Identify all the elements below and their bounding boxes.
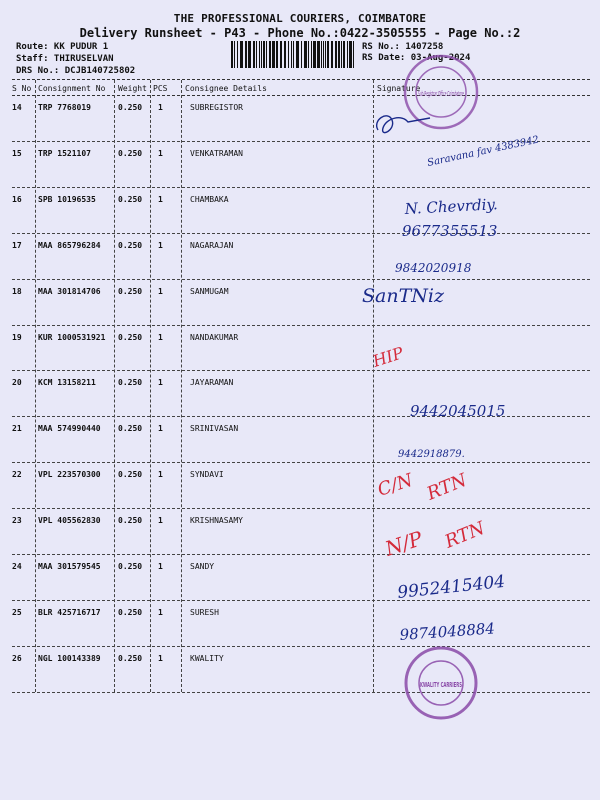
- cell-pcs: 1: [158, 378, 163, 387]
- cell-consignment: SPB 10196535: [38, 195, 96, 204]
- cell-weight: 0.250: [118, 378, 143, 387]
- column-header-separator: [12, 95, 590, 96]
- cell-weight: 0.250: [118, 562, 143, 571]
- stamp-text-bottom: KWALITY CARRIERS: [420, 681, 462, 689]
- row-separator: [12, 462, 590, 463]
- handwritten-phone: 9442918879.: [398, 449, 465, 460]
- handwritten-remark: C/N: [375, 469, 416, 501]
- row-separator: [12, 279, 590, 280]
- row-separator: [12, 554, 590, 555]
- cell-pcs: 1: [158, 608, 163, 617]
- handwritten-phone: 9677355513: [402, 222, 498, 240]
- row-separator: [12, 233, 590, 234]
- cell-pcs: 1: [158, 424, 163, 433]
- col-header-signature: Signature: [377, 84, 421, 93]
- cell-sno: 23: [12, 516, 22, 525]
- handwritten-phone: 9842020918: [395, 261, 472, 275]
- cell-consignee: SANDY: [190, 562, 215, 571]
- cell-weight: 0.250: [118, 333, 143, 342]
- cell-sno: 21: [12, 424, 22, 433]
- cell-consignment: VPL 405562830: [38, 516, 101, 525]
- row-separator: [12, 692, 590, 693]
- cell-consignment: TRP 1521107: [38, 149, 91, 158]
- cell-sno: 19: [12, 333, 22, 342]
- cell-consignee: NAGARAJAN: [190, 241, 234, 250]
- header-separator: [12, 79, 590, 80]
- cell-weight: 0.250: [118, 608, 143, 617]
- cell-consignee: VENKATRAMAN: [190, 149, 243, 158]
- cell-sno: 24: [12, 562, 22, 571]
- route-label: Route: KK PUDUR 1: [16, 42, 109, 52]
- barcode: [231, 41, 356, 68]
- cell-consignment: TRP 7768019: [38, 103, 91, 112]
- cell-sno: 17: [12, 241, 22, 250]
- cell-weight: 0.250: [118, 103, 143, 112]
- cell-pcs: 1: [158, 103, 163, 112]
- handwritten-name: N. Chevrdiy.: [404, 195, 499, 218]
- row-separator: [12, 508, 590, 509]
- cell-weight: 0.250: [118, 287, 143, 296]
- cell-pcs: 1: [158, 562, 163, 571]
- cell-consignment: KUR 1000531921: [38, 333, 106, 342]
- cell-consignee: SANMUGAM: [190, 287, 229, 296]
- cell-consignment: MAA 574990440: [38, 424, 101, 433]
- cell-sno: 25: [12, 608, 22, 617]
- cell-weight: 0.250: [118, 424, 143, 433]
- cell-weight: 0.250: [118, 241, 143, 250]
- row-separator: [12, 325, 590, 326]
- cell-consignee: SURESH: [190, 608, 219, 617]
- company-title: THE PROFESSIONAL COURIERS, COIMBATORE: [173, 12, 427, 25]
- cell-pcs: 1: [158, 149, 163, 158]
- cell-consignee: KWALITY: [190, 654, 224, 663]
- rs-number: RS No.: 1407258: [362, 42, 444, 52]
- row-separator: [12, 370, 590, 371]
- col-header-weight: Weight: [118, 84, 147, 93]
- cell-consignment: MAA 865796284: [38, 241, 101, 250]
- cell-consignment: NGL 100143389: [38, 654, 101, 663]
- cell-consignee: CHAMBAKA: [190, 195, 229, 204]
- cell-weight: 0.250: [118, 654, 143, 663]
- runsheet-subtitle: Delivery Runsheet - P43 - Phone No.:0422-3505555 - Page No.:2: [79, 26, 521, 40]
- cell-pcs: 1: [158, 287, 163, 296]
- cell-consignee: SRINIVASAN: [190, 424, 239, 433]
- handwritten-note: Saravana fav 4383942: [426, 134, 540, 169]
- col-header-consignment: Consignment No: [38, 84, 106, 93]
- row-separator: [12, 600, 590, 601]
- row-separator: [12, 416, 590, 417]
- staff-label: Staff: THIRUSELVAN: [16, 54, 114, 64]
- cell-consignee: NANDAKUMAR: [190, 333, 239, 342]
- cell-pcs: 1: [158, 470, 163, 479]
- cell-consignee: SUBREGISTOR: [190, 103, 243, 112]
- cell-sno: 18: [12, 287, 22, 296]
- row-separator: [12, 141, 590, 142]
- cell-weight: 0.250: [118, 470, 143, 479]
- cell-sno: 15: [12, 149, 22, 158]
- cell-pcs: 1: [158, 516, 163, 525]
- drs-number: DRS No.: DCJB140725802: [16, 66, 136, 76]
- cell-pcs: 1: [158, 333, 163, 342]
- handwritten-phone: 9442045015: [410, 402, 506, 420]
- cell-sno: 26: [12, 654, 22, 663]
- cell-consignment: MAA 301579545: [38, 562, 101, 571]
- handwritten-remark: N/P: [382, 526, 426, 561]
- cell-sno: 16: [12, 195, 22, 204]
- handwritten-signature: SanTNiz: [362, 285, 444, 307]
- cell-weight: 0.250: [118, 195, 143, 204]
- cell-sno: 22: [12, 470, 22, 479]
- cell-pcs: 1: [158, 654, 163, 663]
- col-header-consignee: Consignee Details: [185, 84, 267, 93]
- cell-consignment: VPL 223570300: [38, 470, 101, 479]
- cell-weight: 0.250: [118, 149, 143, 158]
- rs-date: RS Date: 03-Aug-2024: [362, 53, 471, 63]
- cell-consignment: BLR 425716717: [38, 608, 101, 617]
- cell-consignee: KRISHNASAMY: [190, 516, 243, 525]
- row-separator: [12, 187, 590, 188]
- row-separator: [12, 646, 590, 647]
- stamp-text-top: Sub Registrar Office Coimbatore: [418, 90, 464, 98]
- col-header-sno: S No: [12, 84, 32, 93]
- signature-scribble: [377, 116, 430, 133]
- cell-sno: 14: [12, 103, 22, 112]
- cell-consignment: MAA 301814706: [38, 287, 101, 296]
- cell-weight: 0.250: [118, 516, 143, 525]
- cell-consignee: JAYARAMAN: [190, 378, 234, 387]
- cell-sno: 20: [12, 378, 22, 387]
- kwality-stamp: [406, 648, 476, 718]
- cell-pcs: 1: [158, 241, 163, 250]
- handwritten-phone: 9952415404: [396, 571, 507, 603]
- col-header-pcs: PCS: [153, 84, 168, 93]
- cell-consignee: SYNDAVI: [190, 470, 224, 479]
- cell-pcs: 1: [158, 195, 163, 204]
- handwritten-remark: RTN: [442, 517, 488, 553]
- handwritten-remark: HIP: [370, 343, 406, 371]
- cell-consignment: KCM 13158211: [38, 378, 96, 387]
- handwritten-remark: RTN: [424, 469, 470, 505]
- handwritten-phone: 9874048884: [399, 619, 496, 644]
